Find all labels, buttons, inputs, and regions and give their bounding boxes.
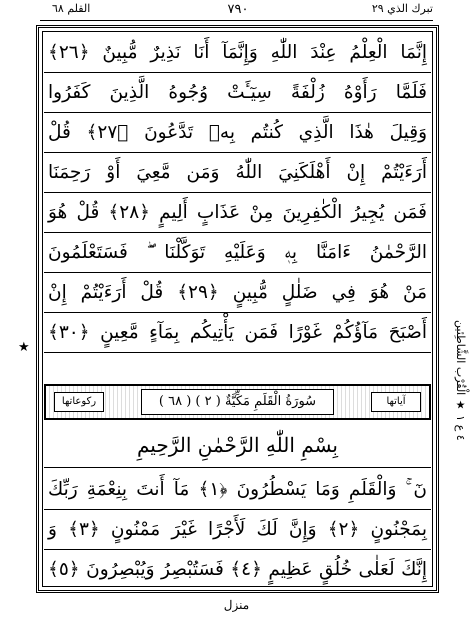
surah-verse-line-1: نٓ ۚ وَالْقَلَمِ وَمَا يَسْطُرُونَ ﴿١﴾ مَآ أَنتَ بِنِعْمَةِ رَبِّكَ [44,470,431,510]
surah-name-header: القلم ٦٨ [52,2,91,15]
surah-verse-line-3: إِنَّكَ لَعَلٰى خُلُقٍ عَظِيمٍ ﴿٤﴾ فَسَتُبْصِرُ وَيُبْصِرُونَ ﴿٥﴾ [48,559,427,580]
verse-line-4: أَرَءَيْتُمْ إِنْ أَهْلَكَنِيَ اللّٰهُ وَمَن مَّعِيَ أَوْ رَحِمَنَا [44,153,431,193]
surah-verse-line-2: بِمَجْنُونٍ ﴿٢﴾ وَإِنَّ لَكَ لَأَجْرًا غَيْرَ مَمْنُونٍ ﴿٣﴾ وَ [44,510,431,550]
juz-name-header: تبرك الذي ٢٩ [371,2,433,15]
banner-ayat-label: آياتها [371,392,421,412]
margin-annotation: ٤ ع ١ ★ الْقُرْب الشَّاطِئين [454,320,467,441]
page-number: ٧٩٠ [227,2,249,17]
page-header [0,0,473,26]
verse-line-7: مَنْ هُوَ فِي ضَلٰلٍ مُّبِينٍ ﴿٢٩﴾ قُلْ أَرَءَيْتُمْ إِنْ [44,273,431,313]
margin-star-icon: ★ [18,340,30,355]
header-rule [40,20,433,21]
verse-line-6: الرَّحْمٰنُ ءَامَنَّا بِهٖ وَعَلَيْهِ تَوَكَّلْنَا ۖ فَسَتَعْلَمُونَ [44,233,431,273]
verse-line-2: فَلَمَّا رَأَوْهُ زُلْفَةً سِيٓـَٔتْ وُجُوهُ الَّذِينَ كَفَرُوا [44,73,431,113]
surah-title-banner [44,384,431,420]
verse-line-8: أَصْبَحَ مَآؤُكُمْ غَوْرًا فَمَن يَأْتِيكُم بِمَآءٍ مَّعِينٍ ﴿٣٠﴾ [44,313,431,353]
manzil-footer: منزل [223,598,250,612]
surah-title: سُورَةُ الْقَلَمِ مَكِّيَّةٌ ( ٢ ) ( ٦٨ ) [141,389,334,415]
banner-ruku-label: ركوعاتها [54,392,104,412]
verse-line-1: إِنَّمَا الْعِلْمُ عِنْدَ اللّٰهِ وَإِنَّمَآ أَنَا نَذِيرٌ مُّبِينٌ ﴿٢٦﴾ [44,33,431,73]
verse-line-5: فَمَن يُجِيرُ الْكٰفِرِينَ مِنْ عَذَابٍ أَلِيمٍ ﴿٢٨﴾ قُلْ هُوَ [44,193,431,233]
verse-line-3: وَقِيلَ هٰذَا الَّذِي كُنتُم بِهٖ تَدَّعُونَ ﴿٢٧﴾ قُلْ [44,113,431,153]
bismillah: بِسْمِ اللّٰهِ الرَّحْمٰنِ الرَّحِيمِ [44,422,431,468]
